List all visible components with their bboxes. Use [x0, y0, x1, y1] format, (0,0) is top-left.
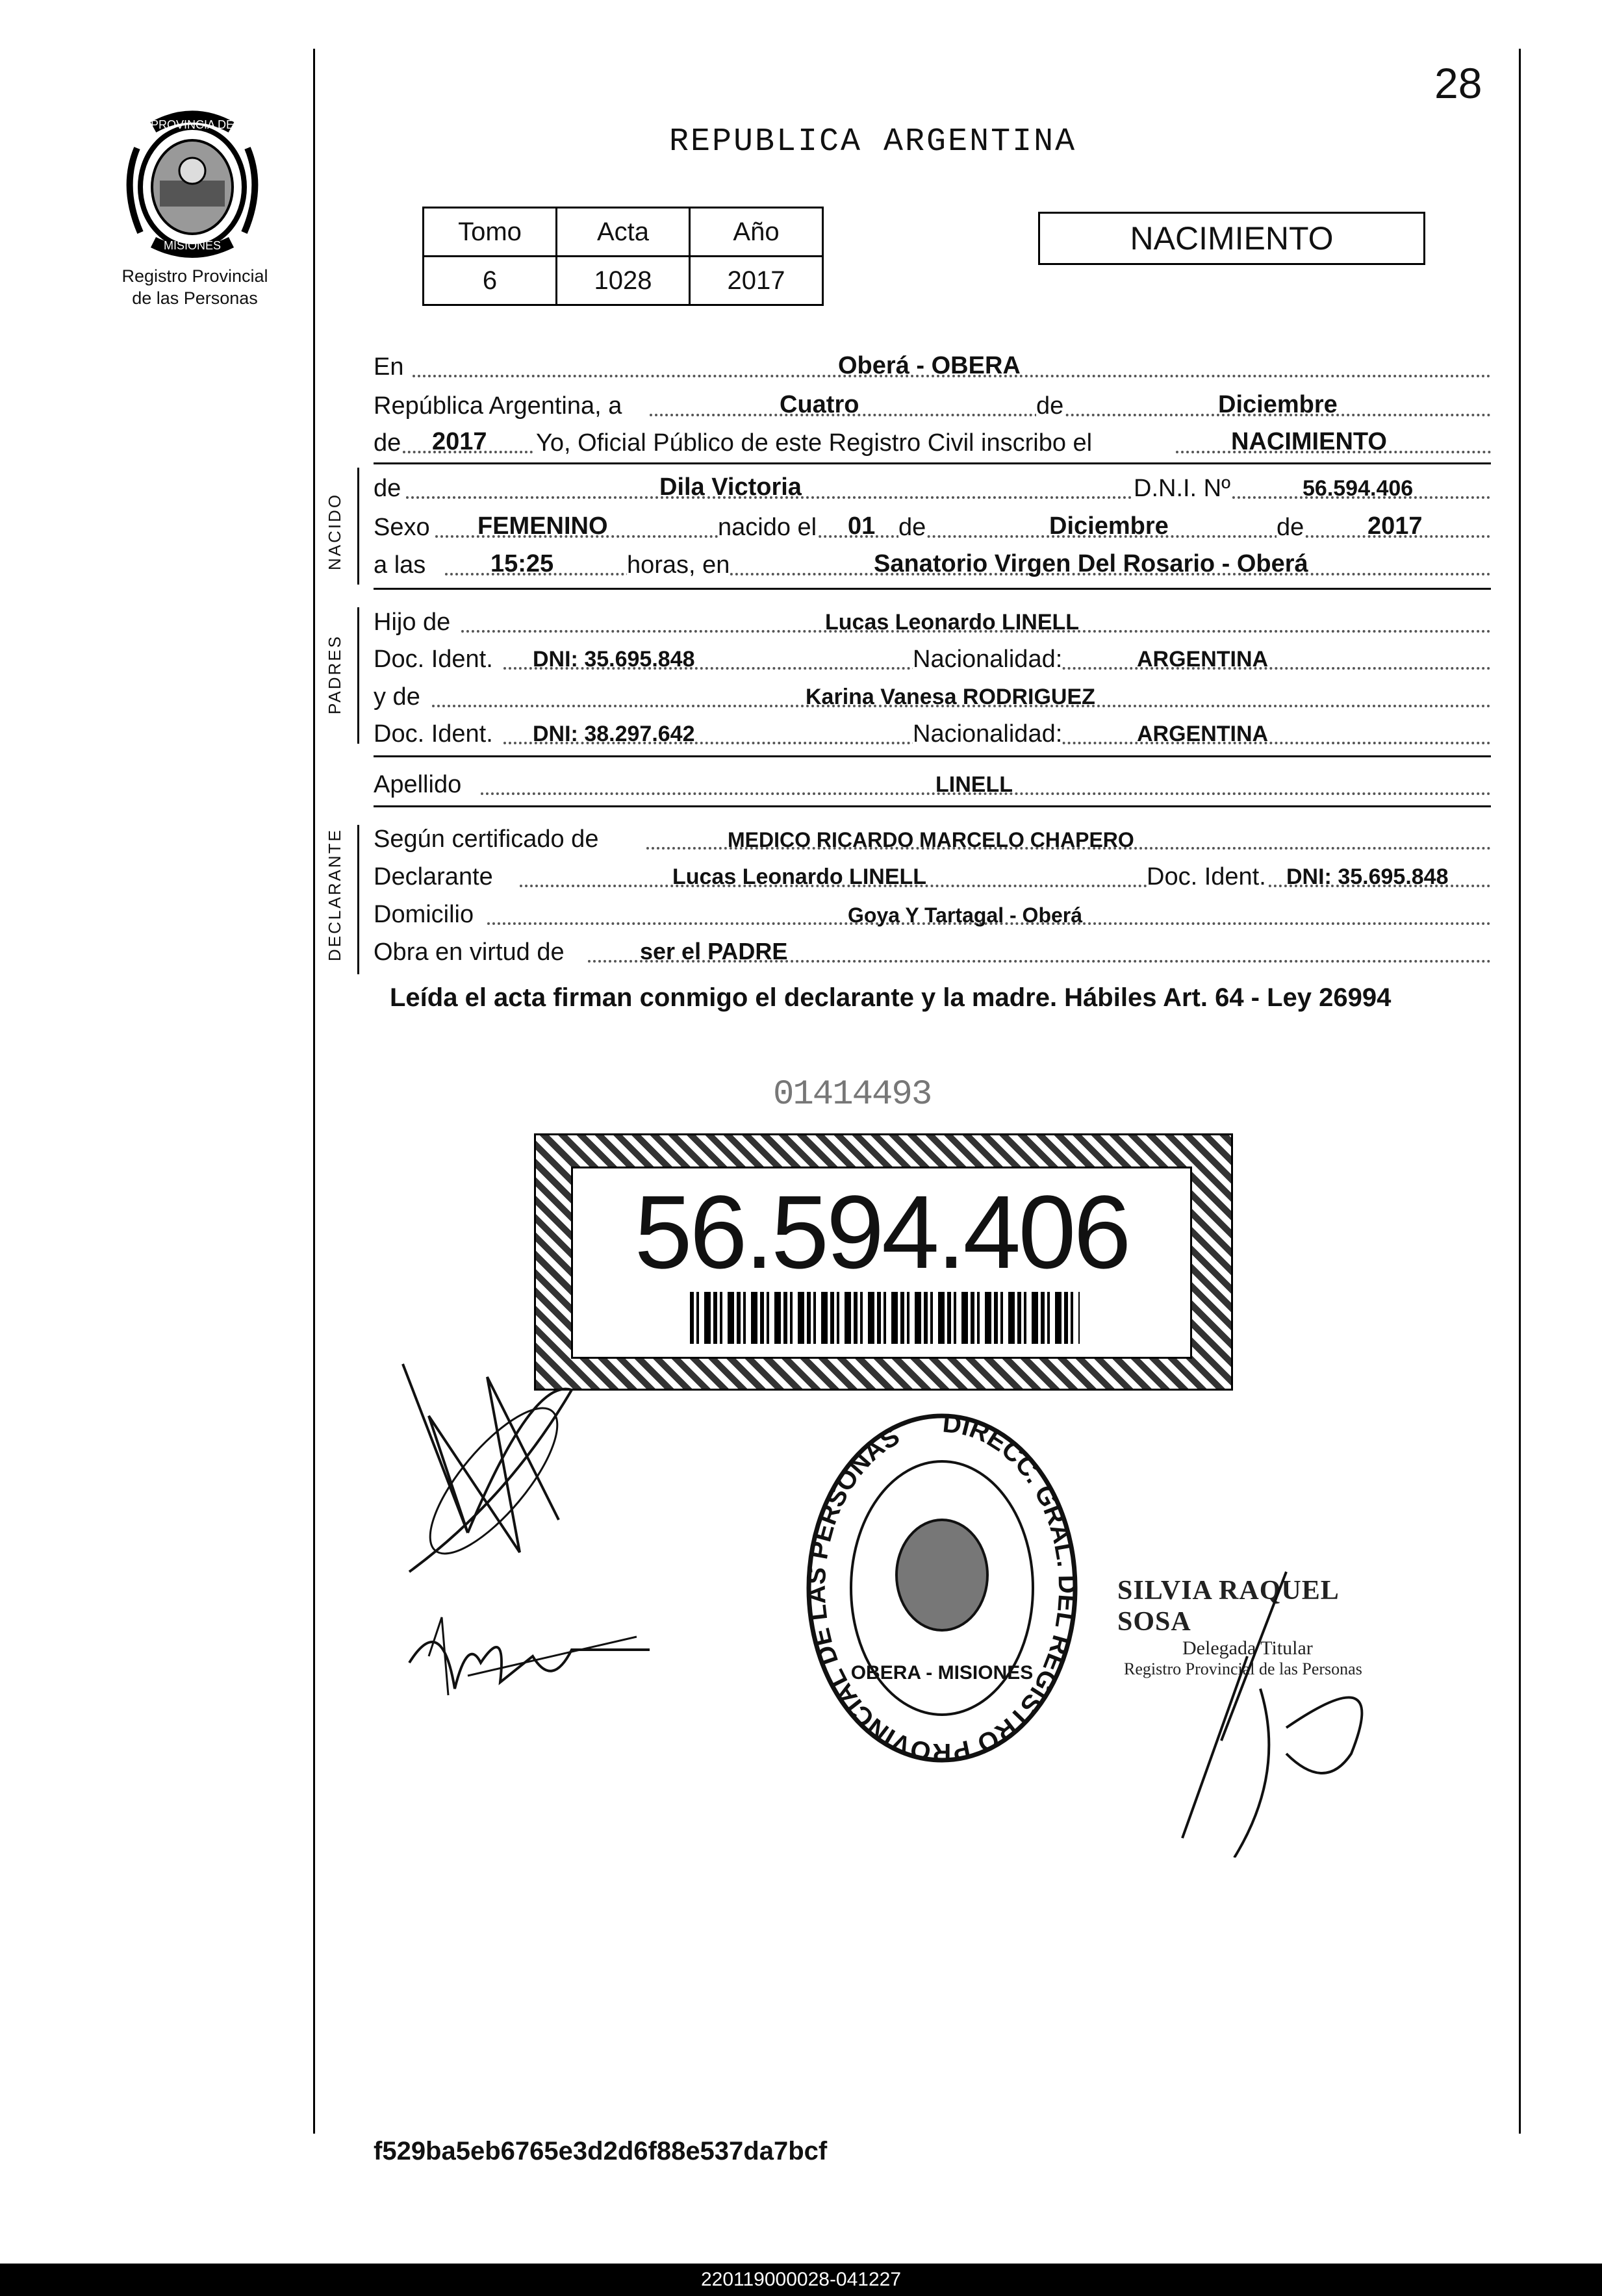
- nacido-nombre-value: Dila Victoria: [659, 473, 802, 501]
- line-sexo: [374, 508, 1491, 544]
- padre-doc-label: Doc. Ident.: [374, 646, 493, 673]
- nacido-bracket: [357, 468, 359, 585]
- acto-value: NACIMIENTO: [1231, 428, 1387, 455]
- line-padre-doc: [374, 640, 1491, 676]
- stamp-inner-text: OBERA - MISIONES: [850, 1662, 1034, 1684]
- registry-caption-line1: Registro Provincial: [121, 266, 268, 286]
- signer-org: Registro Provincial de las Personas: [1124, 1659, 1362, 1678]
- reading-notice: Leída el acta firman conmigo el declarante y la madre. Hábiles Art. 64 - Ley 26994: [390, 983, 1392, 1012]
- nacido-dia-value: 01: [848, 512, 876, 540]
- certificado-value: MEDICO RICARDO MARCELO CHAPERO: [728, 828, 1134, 852]
- acta-value-anio: 2017: [690, 257, 823, 305]
- document-hash: f529ba5eb6765e3d2d6f88e537da7bcf: [374, 2137, 828, 2165]
- y-de-label: y de: [374, 683, 420, 711]
- divider-2: [374, 588, 1491, 590]
- line-domicilio: [374, 895, 1491, 931]
- signer-role: Delegada Titular: [1182, 1637, 1313, 1659]
- declarante-bracket: [357, 825, 359, 974]
- barcode-icon: [690, 1292, 1080, 1344]
- nacido-de-label: de: [374, 475, 401, 502]
- line-obra: [374, 933, 1491, 969]
- de-label-2: de: [374, 429, 401, 457]
- horas-en-label: horas, en: [627, 551, 730, 579]
- right-margin-line: [1519, 49, 1521, 2134]
- acta-value-tomo: 6: [424, 257, 557, 305]
- logo-text-bottom: MISIONES: [163, 239, 222, 252]
- line-oficial: [374, 423, 1491, 460]
- line-certificado: [374, 820, 1491, 856]
- certificado-label: Según certificado de: [374, 826, 599, 853]
- declarante-doc-value: DNI: 35.695.848: [1286, 864, 1449, 889]
- republica-label: República Argentina, a: [374, 392, 622, 420]
- acta-table: [422, 207, 824, 306]
- line-declarante: [374, 857, 1491, 894]
- domicilio-value: Goya Y Tartagal - Oberá: [848, 903, 1083, 927]
- line-en: [374, 347, 1491, 384]
- madre-nombre-value: Karina Vanesa RODRIGUEZ: [806, 685, 1095, 709]
- line-nacido-nombre: [374, 469, 1491, 505]
- acta-header-tomo: Tomo: [424, 208, 557, 257]
- anio-value: 2017: [432, 428, 487, 455]
- official-signature: [1156, 1559, 1390, 1858]
- left-margin-line: [313, 49, 315, 2134]
- logo-text-top: PROVINCIA DE: [150, 118, 235, 131]
- mes-value: Diciembre: [1218, 391, 1338, 418]
- footer-code: 220119000028-041227: [0, 2264, 1602, 2296]
- padre-nacionalidad-value: ARGENTINA: [1137, 647, 1269, 672]
- line-a-las: [374, 546, 1491, 582]
- padres-bracket: [357, 607, 359, 744]
- hora-value: 15:25: [490, 550, 554, 577]
- registry-caption: [97, 265, 292, 309]
- acta-header-anio: Año: [690, 208, 823, 257]
- nacido-de-label-2: de: [898, 514, 926, 541]
- declarante-label: Declarante: [374, 863, 493, 890]
- madre-nacionalidad-label: Nacionalidad:: [913, 720, 1063, 748]
- stamp-text: DIRECC. GRAL. DEL REGISTRO PROVINCIAL DE LAS PERSONAS: [802, 1409, 1082, 1767]
- de-label: de: [1036, 392, 1064, 420]
- registry-stamp: [802, 1406, 1082, 1770]
- nacido-mes-value: Diciembre: [1049, 512, 1169, 540]
- line-republica: [374, 386, 1491, 423]
- padres-section-label: PADRES: [325, 635, 344, 714]
- madre-signature: [403, 1598, 663, 1702]
- apellido-label: Apellido: [374, 771, 462, 798]
- a-las-label: a las: [374, 551, 426, 579]
- line-hijo-de: [374, 603, 1491, 639]
- padre-nacionalidad-label: Nacionalidad:: [913, 646, 1063, 673]
- divider-3: [374, 755, 1491, 757]
- declarante-nombre-value: Lucas Leonardo LINELL: [672, 864, 927, 889]
- acta-value-acta: 1028: [557, 257, 690, 305]
- line-madre-doc: [374, 714, 1491, 751]
- domicilio-label: Domicilio: [374, 901, 474, 928]
- document-title: REPUBLICA ARGENTINA: [669, 123, 1077, 160]
- nacido-lugar-value: Sanatorio Virgen Del Rosario - Oberá: [874, 550, 1308, 577]
- en-label: En: [374, 353, 404, 381]
- dni-label: D.N.I. Nº: [1134, 475, 1230, 502]
- hijo-de-label: Hijo de: [374, 609, 451, 636]
- apellido-value: LINELL: [935, 772, 1013, 797]
- padre-nombre-value: Lucas Leonardo LINELL: [825, 610, 1080, 635]
- dni-sticker: [534, 1133, 1233, 1391]
- signer-name: SILVIA RAQUEL SOSA: [1117, 1576, 1338, 1637]
- provincia-de-misiones-seal-icon: [114, 109, 270, 259]
- nacido-el-label: nacido el: [718, 514, 817, 541]
- obra-label: Obra en virtud de: [374, 939, 565, 966]
- acta-header-acta: Acta: [557, 208, 690, 257]
- madre-nacionalidad-value: ARGENTINA: [1137, 722, 1269, 746]
- page-number: 28: [1434, 59, 1482, 107]
- declarante-section-label: DECLARANTE: [325, 828, 344, 961]
- registry-caption-line2: de las Personas: [132, 288, 258, 308]
- madre-doc-label: Doc. Ident.: [374, 720, 493, 748]
- nacido-anio-value: 2017: [1367, 512, 1423, 540]
- obra-value: ser el PADRE: [640, 938, 788, 965]
- nacido-section-label: NACIDO: [325, 492, 344, 570]
- line-apellido: [374, 765, 1491, 801]
- line-y-de: [374, 677, 1491, 714]
- nacido-de-label-3: de: [1277, 514, 1304, 541]
- nacido-dni-value: 56.594.406: [1303, 476, 1414, 501]
- record-type-box: NACIMIENTO: [1038, 212, 1425, 265]
- oficial-label: Yo, Oficial Público de este Registro Civil inscribo el: [536, 429, 1093, 457]
- madre-doc-value: DNI: 38.297.642: [533, 722, 695, 746]
- divider-4: [374, 805, 1491, 807]
- declarante-signature: [390, 1338, 585, 1578]
- sexo-value: FEMENINO: [477, 512, 608, 540]
- sexo-label: Sexo: [374, 514, 430, 541]
- divider-1: [374, 462, 1491, 464]
- lugar-value: Oberá - OBERA: [838, 352, 1021, 379]
- dia-value: Cuatro: [780, 391, 859, 418]
- sticker-inner: [571, 1167, 1192, 1359]
- padre-doc-value: DNI: 35.695.848: [533, 647, 695, 672]
- serial-number: 01414493: [773, 1075, 932, 1115]
- declarante-doc-label: Doc. Ident.: [1147, 863, 1266, 890]
- sticker-number: 56.594.406: [634, 1174, 1129, 1290]
